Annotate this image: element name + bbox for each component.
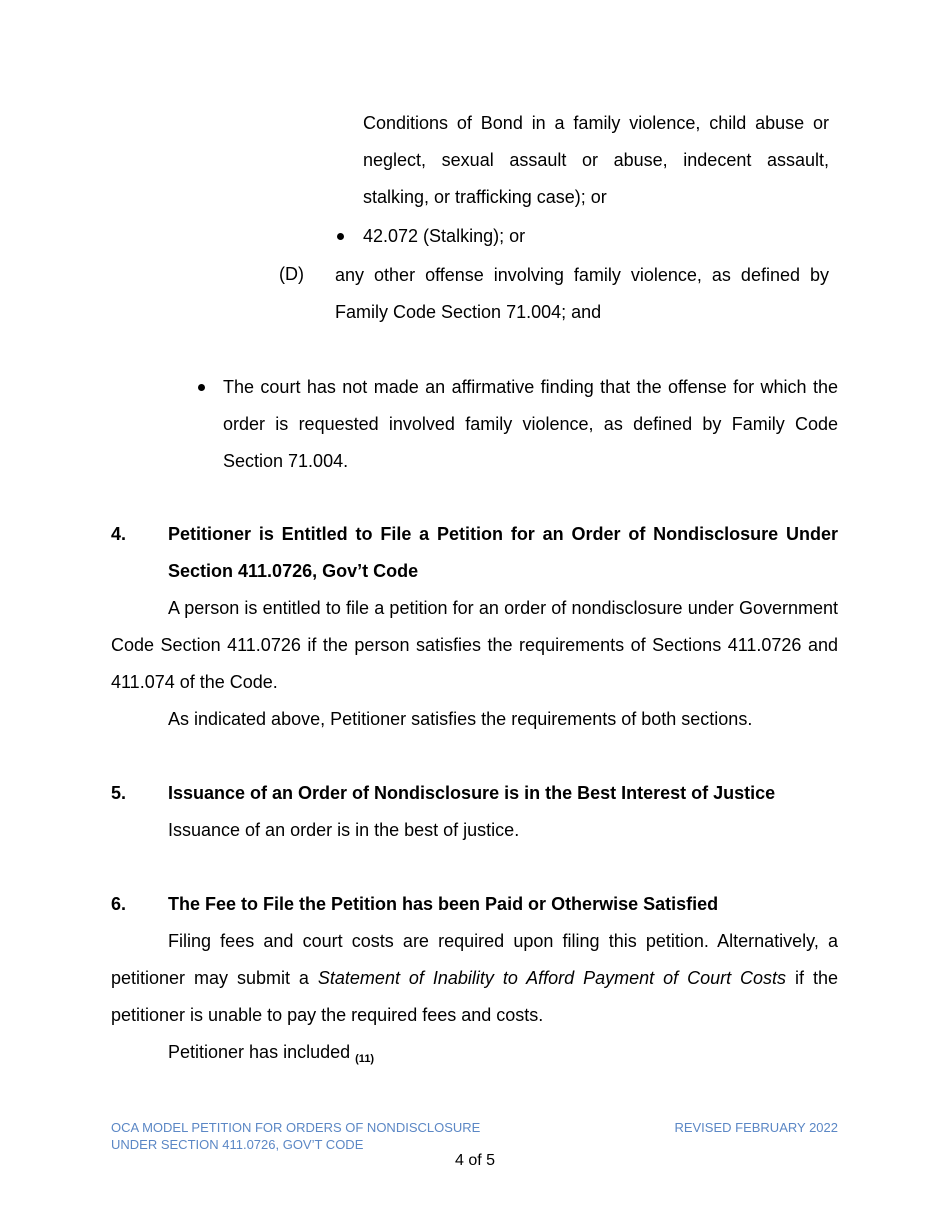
footer-left-line-1: OCA MODEL PETITION FOR ORDERS OF NONDISCLOSURE xyxy=(111,1120,481,1135)
petitioner-has-included: Petitioner has included xyxy=(168,1042,351,1062)
section-6-text-after: if the petitioner is unable to pay the required fees and costs. xyxy=(111,968,838,1025)
section-4-number: 4. xyxy=(111,524,127,544)
section-6-number: 6. xyxy=(111,894,127,914)
item-d-marker: (D) xyxy=(279,264,304,284)
section-5-heading: Issuance of an Order of Nondisclosure is in the Best Interest of Justice xyxy=(168,783,776,803)
bullet-court-finding: The court has not made an affirmative finding that the offense for which the order is requested involved family violence, as defined by Family Code Section 71.004. xyxy=(223,377,838,471)
footer-left-line-2: UNDER SECTION 411.0726, GOV’T CODE xyxy=(111,1137,364,1152)
bullet-stalking: 42.072 (Stalking); or xyxy=(363,226,526,246)
section-6-paragraph-2 xyxy=(168,1034,838,1074)
section-5-number: 5. xyxy=(111,783,127,803)
section-6-heading: The Fee to File the Petition has been Paid or Otherwise Satisfied xyxy=(168,894,719,914)
item-d-text: any other offense involving family violence, as defined by Family Code Section 71.004; and xyxy=(335,265,829,322)
section-6-text-before: Filing fees and court costs are required upon filing this petition. Alternatively, a petitioner may submit a xyxy=(111,931,838,988)
section-6-paragraph xyxy=(111,923,838,1034)
section-4-paragraph: A person is entitled to file a petition for an order of nondisclosure under Government Code Section 411.0726 if the person satisfies the requirements of Sections 411.0726 and 411.074 of the Code. xyxy=(111,598,838,692)
footnote-marker: (11) xyxy=(355,1053,375,1065)
footer-revised-date: REVISED FEBRUARY 2022 xyxy=(674,1120,838,1135)
bullet-dot xyxy=(198,384,205,391)
footer-left xyxy=(111,1119,480,1153)
bullet-dot xyxy=(337,233,344,240)
section-4-paragraph-2: As indicated above, Petitioner satisfies the requirements of both sections. xyxy=(168,709,753,729)
section-4-heading: Petitioner is Entitled to File a Petition for an Order of Nondisclosure Under Section 411.0726, Gov’t Code xyxy=(168,524,838,581)
page-number: 4 of 5 xyxy=(454,1152,496,1169)
statement-of-inability-title: Statement of Inability to Afford Payment of Court Costs xyxy=(317,968,787,988)
section-5-paragraph: Issuance of an order is in the best of justice. xyxy=(168,820,520,840)
continued-paragraph: Conditions of Bond in a family violence, child abuse or neglect, sexual assault or abuse, indecent assault, stalking, or trafficking case); or xyxy=(363,113,829,207)
